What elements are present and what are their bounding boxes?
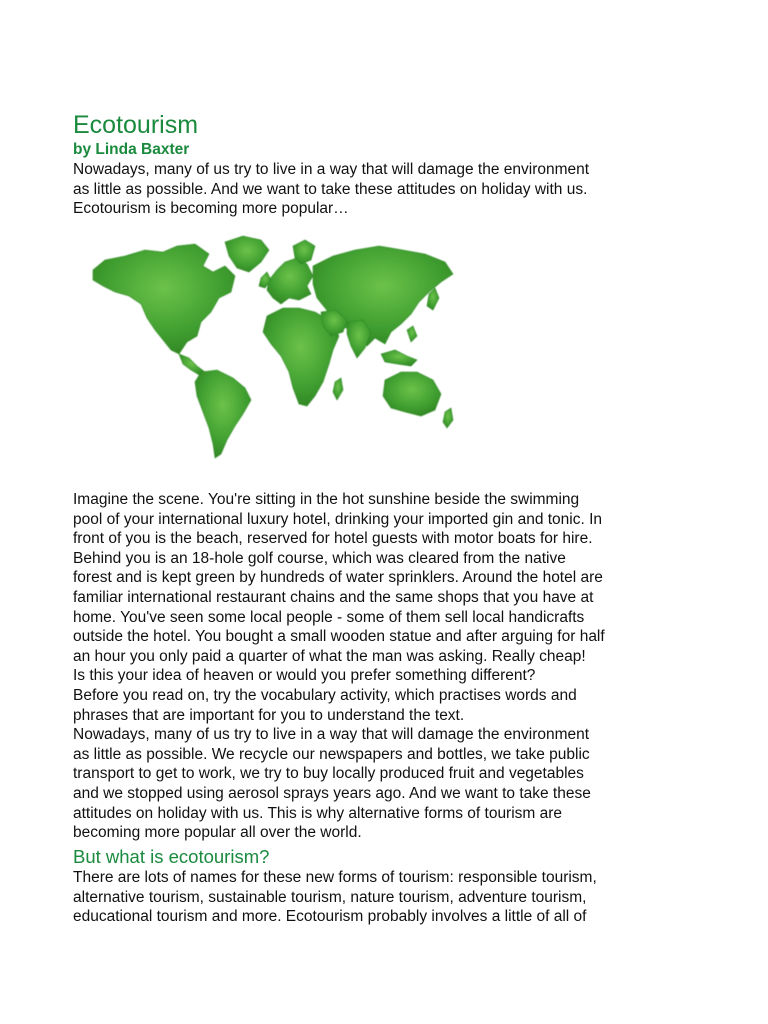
section-paragraph (73, 868, 713, 927)
text-line: Before you read on, try the vocabulary activity, which practises words and (73, 686, 577, 704)
text-line: Nowadays, many of us try to live in a way that will damage the environment (73, 161, 590, 178)
text-line: as little as possible. We recycle our newspapers and bottles, we take public (73, 745, 590, 763)
continent-greenland (225, 236, 269, 272)
text-line: alternative tourism, sustainable tourism, nature tourism, adventure tourism, (73, 888, 587, 906)
text-line: familiar international restaurant chains and the same shops that you have at (73, 588, 594, 606)
article-author: by Linda Baxter (73, 141, 190, 158)
continent-australia (383, 372, 441, 416)
continent-philippines (407, 326, 417, 342)
body-paragraph (73, 490, 713, 843)
text-line: attitudes on holiday with us. This is why alternative forms of tourism are (73, 804, 563, 822)
text-line: forest and is kept green by hundreds of water sprinklers. Around the hotel are (73, 569, 603, 587)
text-line: becoming more popular all over the world. (73, 824, 362, 842)
continent-north-america (93, 244, 235, 354)
text-line: outside the hotel. You bought a small wooden statue and after arguing for half (73, 628, 605, 646)
continent-new-zealand (443, 408, 453, 428)
section-heading: But what is ecotourism? (73, 846, 270, 867)
text-line: pool of your international luxury hotel, drinking your imported gin and tonic. In (73, 510, 603, 528)
text-line: Behind you is an 18-hole golf course, which was cleared from the native (73, 549, 566, 567)
text-line: Ecotourism is becoming more popular… (73, 200, 349, 218)
text-line: Imagine the scene. You're sitting in the hot sunshine beside the swimming (73, 491, 580, 508)
article-title: Ecotourism (73, 111, 199, 139)
text-line: phrases that are important for you to understand the text. (73, 706, 465, 724)
continent-europe (267, 258, 313, 304)
text-line: and we stopped using aerosol sprays years ago. And we want to take these (73, 784, 591, 802)
continent-indonesia (381, 350, 417, 366)
world-map-image (85, 232, 457, 462)
text-line: front of you is the beach, reserved for hotel guests with motor boats for hire. (73, 530, 593, 548)
text-line: transport to get to work, we try to buy locally produced fruit and vegetables (73, 765, 584, 783)
continent-south-america (195, 370, 251, 458)
text-line: Nowadays, many of us try to live in a way that will damage the environment (73, 726, 590, 744)
text-line: an hour you only paid a quarter of what the man was asking. Really cheap! (73, 647, 586, 665)
text-line: home. You've seen some local people - some of them sell local handicrafts (73, 608, 585, 626)
text-line: There are lots of names for these new forms of tourism: responsible tourism, (73, 869, 597, 886)
text-line: Is this your idea of heaven or would you prefer something different? (73, 667, 536, 685)
text-line: educational tourism and more. Ecotourism probably involves a little of all of (73, 908, 587, 926)
continent-madagascar (333, 378, 343, 400)
text-line: as little as possible. And we want to take these attitudes on holiday with us. (73, 180, 588, 198)
intro-paragraph (73, 160, 713, 219)
